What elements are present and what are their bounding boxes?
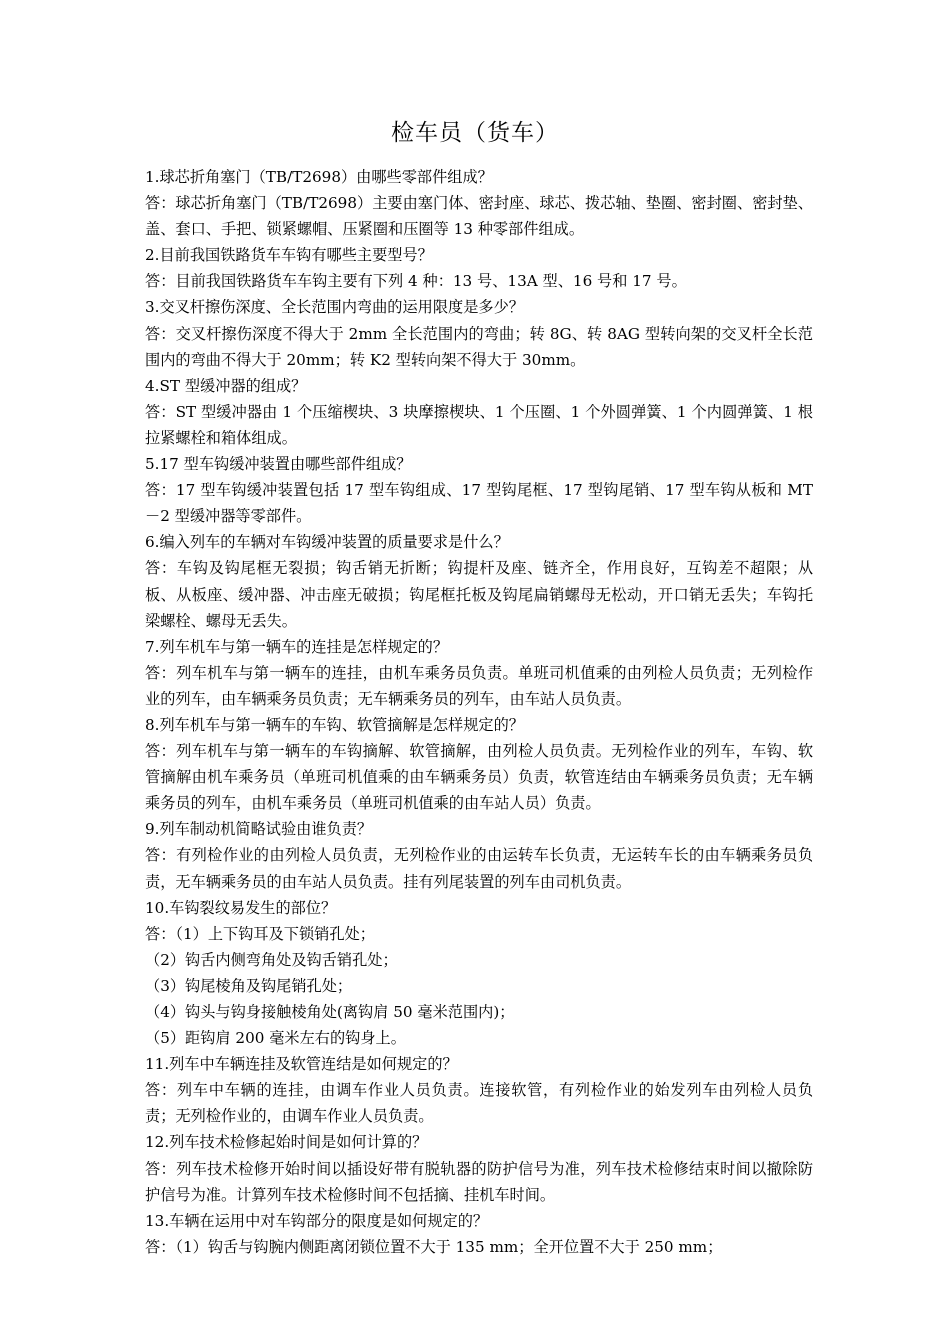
answer-line: 答：车钩及钩尾框无裂损；钩舌销无折断；钩提杆及座、链齐全，作用良好，互钩差不超限；从板、从板座、缓冲器、冲击座无破损；钩尾框托板及钩尾扁销螺母无松动，开口销无丢失；车钩托梁螺栓、螺母无丢失。 <box>145 559 813 630</box>
question-line: 6.编入列车的车辆对车钩缓冲装置的质量要求是什么？ <box>145 533 509 552</box>
answer-line: 答：列车中车辆的连挂，由调车作业人员负责。连接软管，有列检作业的始发列车由列检人员负责；无列检作业的，由调车作业人员负责。 <box>145 1081 813 1126</box>
answer-line: 答：ST 型缓冲器由 1 个压缩楔块、3 块摩擦楔块、1 个压圈、1 个外圆弹簧、1 个内圆弹簧、1 根拉紧螺栓和箱体组成。 <box>145 402 813 447</box>
question-line: 5.17 型车钩缓冲装置由哪些部件组成？ <box>145 455 412 474</box>
question-line: 3.交叉杆擦伤深度、全长范围内弯曲的运用限度是多少？ <box>145 298 524 317</box>
question-line: 12.列车技术检修起始时间是如何计算的？ <box>145 1133 428 1152</box>
answer-line: （3）钩尾棱角及钩尾销孔处； <box>145 976 353 995</box>
answer-line: 答：球芯折角塞门（TB/T2698）主要由塞门体、密封座、球芯、拨芯轴、垫圈、密封圈、密封垫、盖、套口、手把、锁紧螺帽、压紧圈和压圈等 13 种零部件组成。 <box>145 194 813 239</box>
page-title: 检车员（货车） <box>391 120 559 146</box>
answer-line: （4）钩头与钩身接触棱角处(离钩肩 50 毫米范围内)； <box>145 1003 515 1021</box>
answer-line: 答：列车机车与第一辆车的连挂，由机车乘务员负责。单班司机值乘的由列检人员负责；无列检作业的列车，由车辆乘务员负责；无车辆乘务员的列车，由车站人员负责。 <box>145 663 813 708</box>
answer-line: 答：（1）钩舌与钩腕内侧距离闭锁位置不大于 135 mm；全开位置不大于 250 mm； <box>145 1237 723 1256</box>
question-line: 1.球芯折角塞门（TB/T2698）由哪些零部件组成？ <box>145 168 493 186</box>
answer-line: 答：列车机车与第一辆车的车钩摘解、软管摘解，由列检人员负责。无列检作业的列车，车钩、软管摘解由机车乘务员（单班司机值乘的由车辆乘务员）负责，软管连结由车辆乘务员负责；无车辆乘务员的列车，由机车乘务员（单班司机值乘的由车站人员）负责。 <box>145 742 813 813</box>
answer-line: （5）距钩肩 200 毫米左右的钩身上。 <box>145 1029 406 1048</box>
question-line: 2.目前我国铁路货车车钩有哪些主要型号？ <box>145 246 433 265</box>
answer-line: 答：列车技术检修开始时间以插设好带有脱轨器的防护信号为准，列车技术检修结束时间以撤除防护信号为准。计算列车技术检修时间不包括摘、挂机车时间。 <box>145 1159 813 1204</box>
question-line: 11.列车中车辆连挂及软管连结是如何规定的？ <box>145 1055 458 1074</box>
answer-line: （2）钩舌内侧弯角处及钩舌销孔处； <box>145 950 398 969</box>
answer-line: 答：（1）上下钩耳及下锁销孔处； <box>145 924 375 943</box>
question-line: 7.列车机车与第一辆车的连挂是怎样规定的？ <box>145 637 449 656</box>
answer-line: 答：目前我国铁路货车车钩主要有下列 4 种：13 号、13A 型、16 号和 17 号。 <box>145 272 687 291</box>
question-line: 9.列车制动机简略试验由谁负责？ <box>145 820 373 839</box>
question-line: 4.ST 型缓冲器的组成？ <box>145 376 307 395</box>
question-line: 10.车钩裂纹易发生的部位？ <box>145 898 337 917</box>
question-line: 13.车辆在运用中对车钩部分的限度是如何规定的？ <box>145 1211 489 1230</box>
document-body <box>145 164 813 1260</box>
answer-line: 答：交叉杆擦伤深度不得大于 2mm 全长范围内的弯曲；转 8G、转 8AG 型转向架的交叉杆全长范围内的弯曲不得大于 20mm；转 K2 型转向架不得大于 30mm。 <box>145 324 813 369</box>
answer-line: 答：17 型车钩缓冲装置包括 17 型车钩组成、17 型钩尾框、17 型钩尾销、17 型车钩从板和 MT－2 型缓冲器等零部件。 <box>145 481 813 526</box>
answer-line: 答：有列检作业的由列检人员负责，无列检作业的由运转车长负责，无运转车长的由车辆乘务员负责，无车辆乘务员的由车站人员负责。挂有列尾装置的列车由司机负责。 <box>145 846 813 891</box>
question-line: 8.列车机车与第一辆车的车钩、软管摘解是怎样规定的？ <box>145 715 524 734</box>
